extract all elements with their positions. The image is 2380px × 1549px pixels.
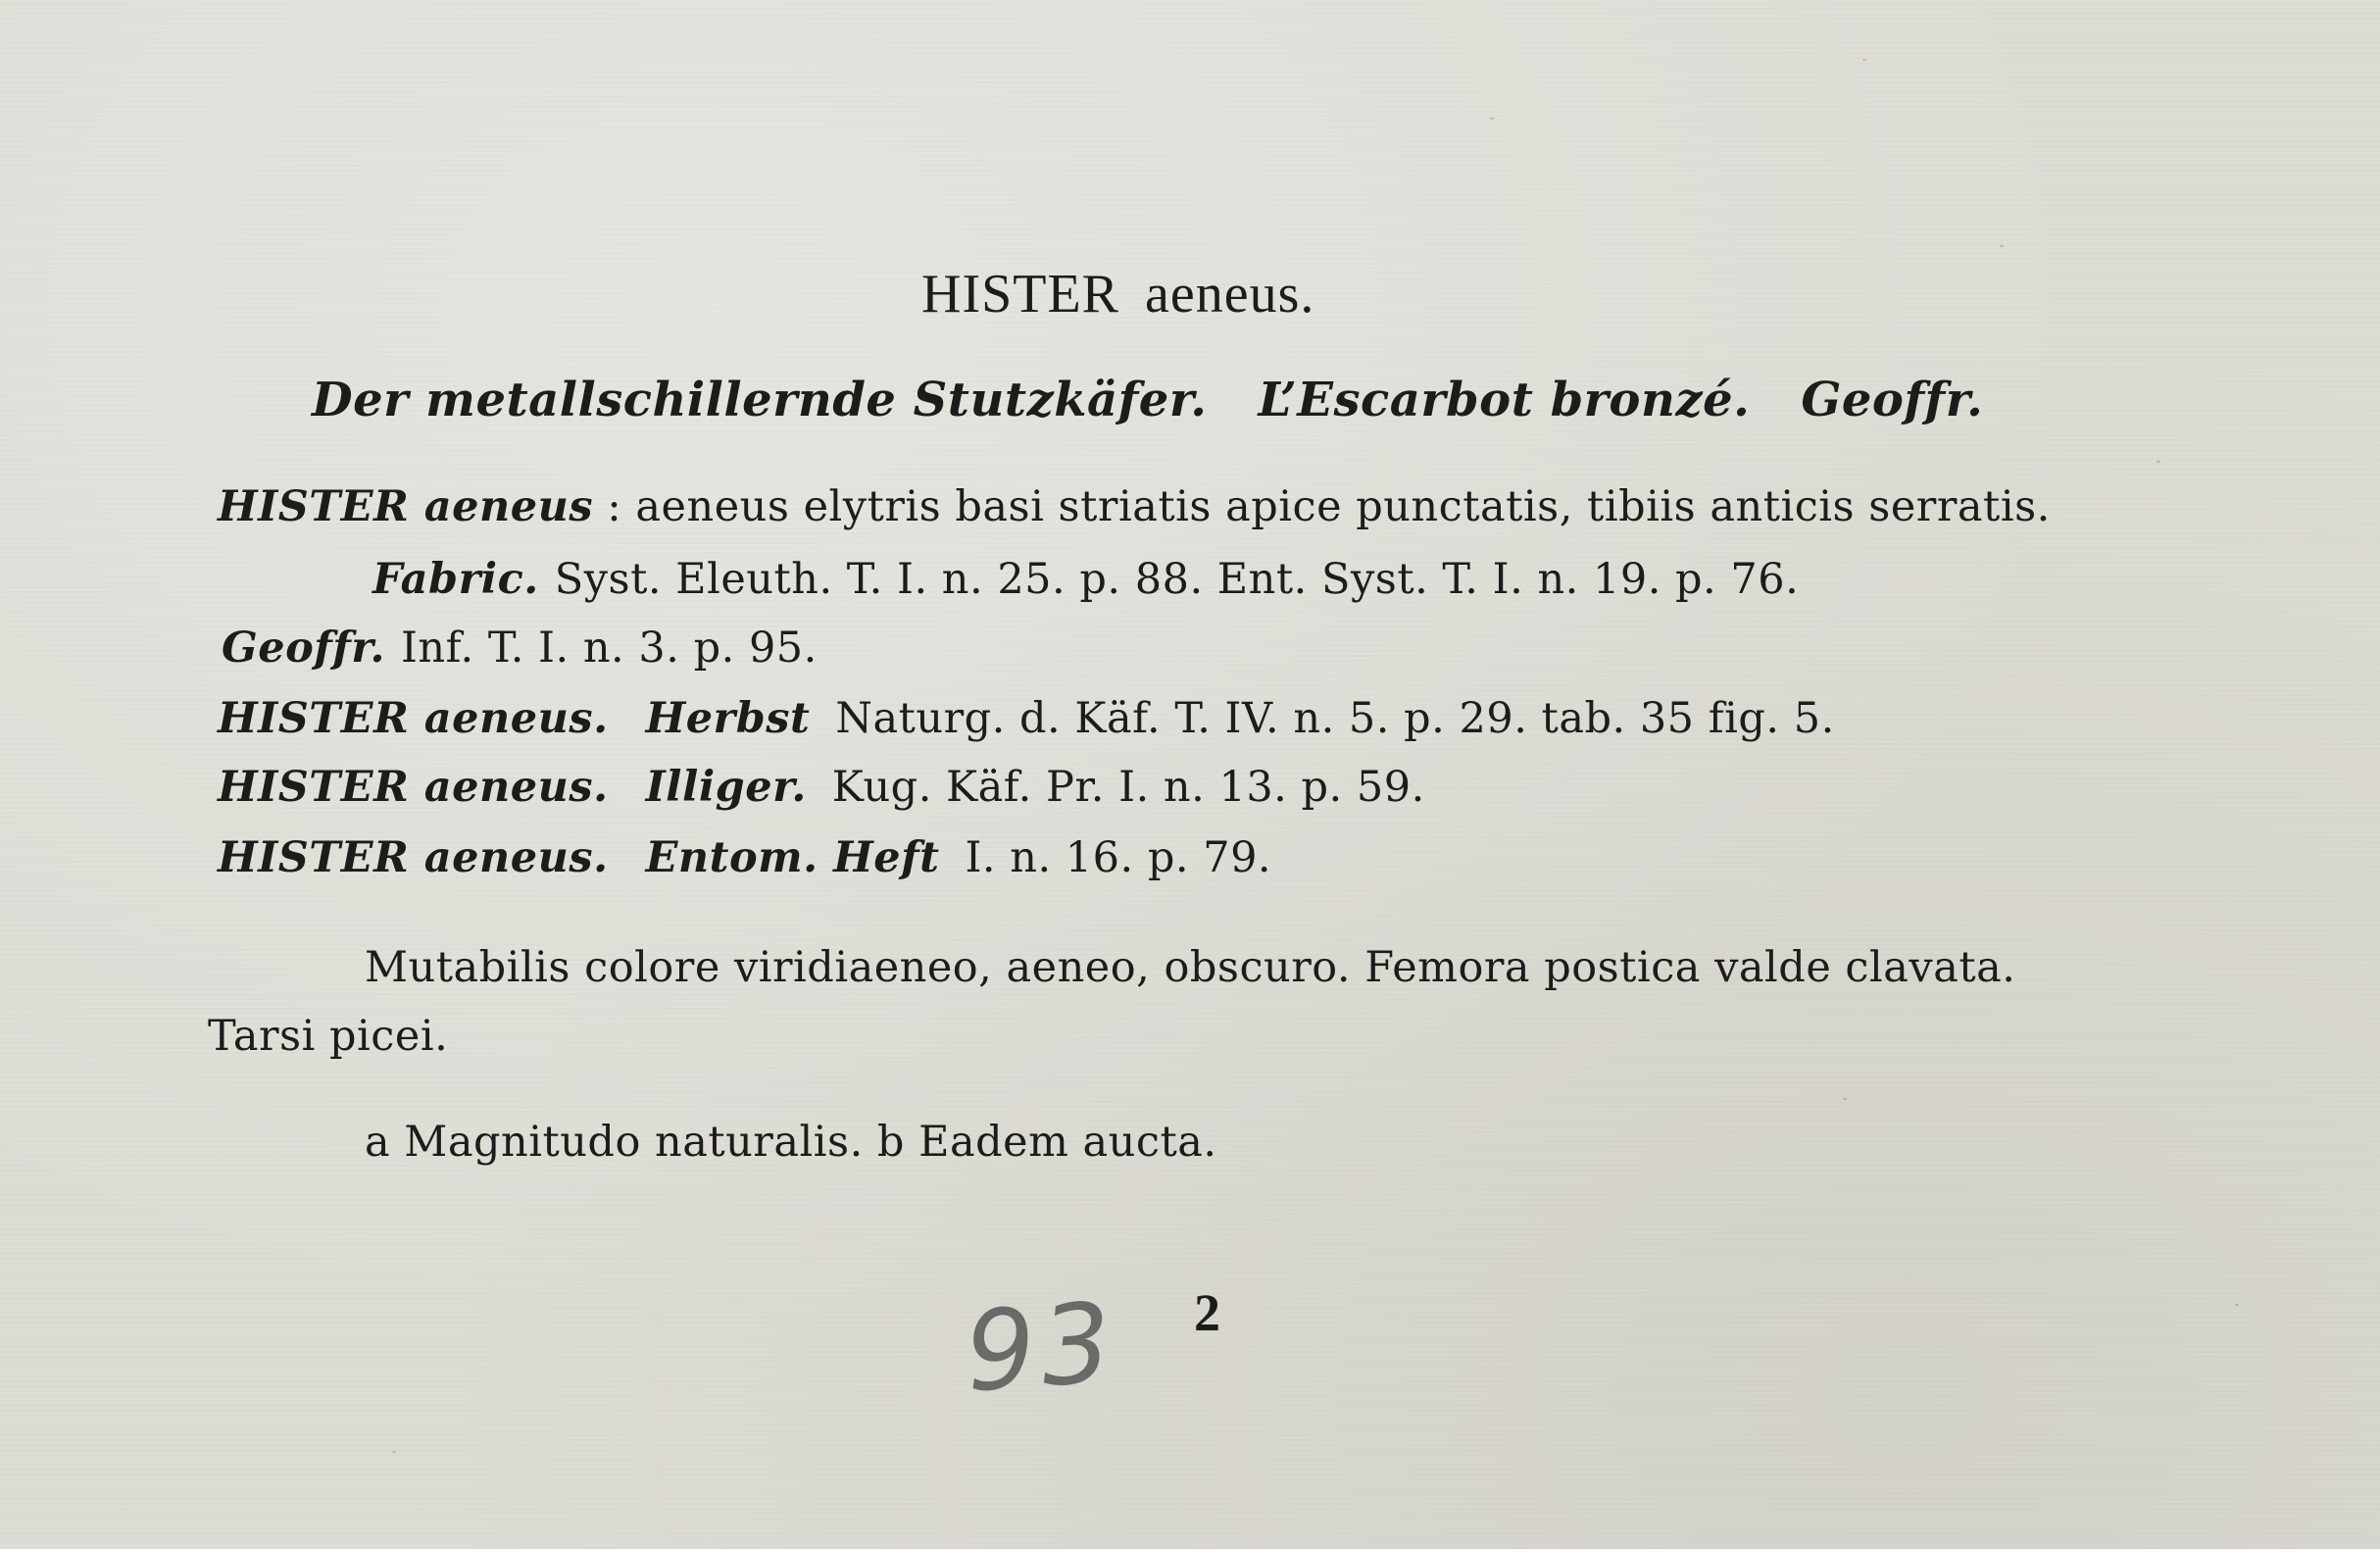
synonymy-text: Naturg. d. Käf. T. IV. n. 5. p. 29. tab. 35 fig. 5. xyxy=(835,694,1835,743)
synonymy-text: I. n. 16. p. 79. xyxy=(965,833,1272,882)
synonymy-head: HISTER aeneus. xyxy=(218,763,609,812)
paper-speck xyxy=(2000,245,2004,247)
reference-author: Herbst xyxy=(645,694,811,743)
handwritten-number: 93 xyxy=(961,1278,1121,1418)
paper-speck xyxy=(1490,118,1494,120)
synonymy-head: HISTER aeneus. xyxy=(218,694,609,743)
synonymy-line-2 xyxy=(372,555,1800,604)
synonymy-line-1 xyxy=(218,482,2051,531)
signature-mark: 2 xyxy=(1194,1283,1220,1342)
paper-speck xyxy=(392,1451,396,1453)
species-title xyxy=(921,263,1314,325)
french-name: L’Escarbot bronzé. xyxy=(1258,373,1751,427)
synonymy-head: Geoffr. xyxy=(222,624,385,673)
synonymy-text: Inf. T. I. n. 3. p. 95. xyxy=(400,624,818,673)
description-line-1: Mutabilis colore viridiaeneo, aeneo, obscuro. Femora postica valde clavata. xyxy=(365,943,2016,992)
synonymy-line-6 xyxy=(218,833,1272,882)
reference-author: Illiger. xyxy=(645,763,807,812)
figure-caption: a Magnitudo naturalis. b Eadem aucta. xyxy=(365,1118,1217,1167)
french-name-author: Geoffr. xyxy=(1801,373,1984,427)
paper-speck xyxy=(2235,1304,2239,1306)
synonymy-line-4 xyxy=(218,694,1835,743)
synonymy-text: : aeneus elytris basi striatis apice punctatis, tibiis anticis serratis. xyxy=(607,482,2051,531)
synonymy-head: HISTER aeneus. xyxy=(218,833,609,882)
german-name: Der metallschillernde Stutzkäfer. xyxy=(312,373,1208,427)
paper-speck xyxy=(2157,461,2160,463)
reference-author: Entom. Heft xyxy=(645,833,940,882)
paper-speck xyxy=(1843,1098,1847,1100)
title-species: aeneus. xyxy=(1145,264,1315,325)
synonymy-line-5 xyxy=(218,763,1425,812)
synonymy-head: Fabric. xyxy=(372,555,539,604)
vernacular-names xyxy=(312,373,2034,427)
title-genus: HISTER xyxy=(921,264,1119,325)
paper-speck xyxy=(1862,59,1866,61)
synonymy-line-3 xyxy=(222,624,818,673)
synonymy-text: Syst. Eleuth. T. I. n. 25. p. 88. Ent. Syst. T. I. n. 19. p. 76. xyxy=(554,555,1800,604)
description-line-2: Tarsi picei. xyxy=(208,1012,449,1061)
synonymy-head: HISTER aeneus xyxy=(218,482,594,531)
synonymy-text: Kug. Käf. Pr. I. n. 13. p. 59. xyxy=(831,763,1425,812)
